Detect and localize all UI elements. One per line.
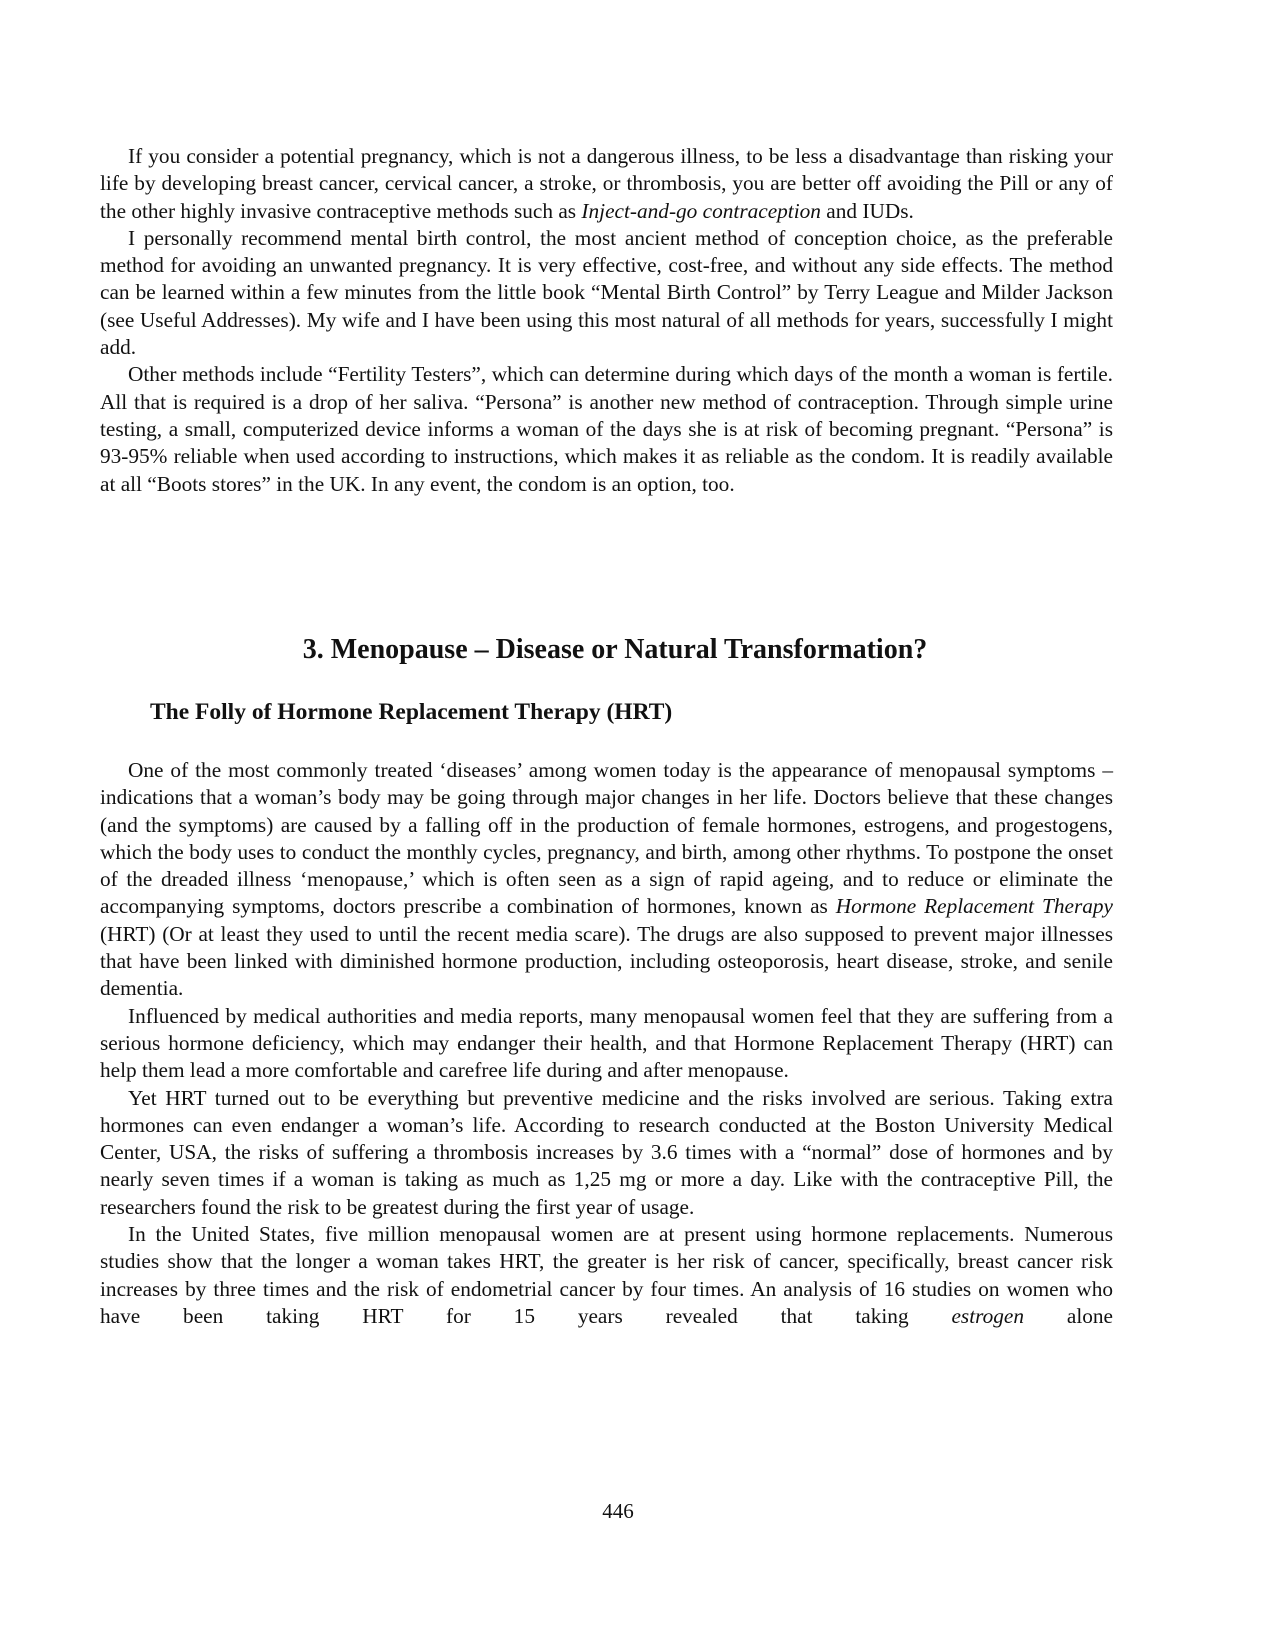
paragraph [100, 1003, 1113, 1085]
italic-text: estrogen [951, 1303, 1025, 1328]
page-number: 446 [602, 1499, 634, 1523]
italic-text: Inject-and-go contraception [581, 198, 821, 223]
paragraph [100, 225, 1113, 361]
text-run: In the United States, five million menopausal women are at present using hormone replacements. Numerous studies show that the longer a woman takes HRT, the greater is her risk of cancer, specifically, breast cancer risk increases by three times and the risk of endometrial cancer by four times. An analysis of 16 studies on women who have been taking HRT for 15 years revealed that taking [100, 1222, 1113, 1328]
top-text-block [100, 143, 1113, 498]
paragraph [100, 361, 1113, 497]
text-run: Influenced by medical authorities and media reports, many menopausal women feel that they are suffering from a serious hormone deficiency, which may endanger their health, and that Hormone Replacement Therapy (HRT) can help them lead a more comfortable and carefree life during and after menopause. [100, 1003, 1113, 1083]
paragraph [100, 757, 1113, 1003]
paragraph [100, 1221, 1113, 1330]
main-text-block [100, 757, 1113, 1330]
text-run: Other methods include “Fertility Testers”, which can determine during which days of the month a woman is fertile. All that is required is a drop of her saliva. “Persona” is another new method of contraception. Through simple urine testing, a small, computerized device informs a woman of the days she is at risk of becoming pregnant. “Persona” is 93-95% reliable when used according to instructions, which makes it as reliable as the condom. It is readily available at all “Boots stores” in the UK. In any event, the condom is an option, too. [100, 362, 1113, 496]
italic-text: Hormone Replacement Therapy [835, 894, 1113, 919]
text-run: and IUDs. [820, 198, 914, 223]
section-title: The Folly of Hormone Replacement Therapy (HRT) [150, 699, 673, 725]
text-run: (HRT) (Or at least they used to until the recent media scare). The drugs are also supposed to prevent major illnesses that have been linked with diminished hormone production, including osteoporosis, heart disease, stroke, and senile dementia. [100, 921, 1113, 1001]
text-run: alone [1024, 1303, 1113, 1328]
text-run: If you consider a potential pregnancy, which is not a dangerous illness, to be less a disadvantage than risking your life by developing breast cancer, cervical cancer, a stroke, or thrombosis, you are better off avoiding the Pill or any of the other highly invasive contraceptive methods such as [100, 144, 1113, 223]
text-run: I personally recommend mental birth control, the most ancient method of conception choice, as the preferable method for avoiding an unwanted pregnancy. It is very effective, cost-free, and without any side effects. The method can be learned within a few minutes from the little book “Mental Birth Control” by Terry League and Milder Jackson (see Useful Addresses). My wife and I have been using this most natural of all methods for years, successfully I might add. [100, 225, 1113, 360]
text-run: One of the most commonly treated ‘diseases’ among women today is the appearance of menopausal symptoms – indications that a woman’s body may be going through major changes in her life. Doctors believe that these changes (and the symptoms) are caused by a falling off in the production of female hormones, estrogens, and progestogens, which the body uses to conduct the monthly cycles, pregnancy, and birth, among other rhythms. To postpone the onset of the dreaded illness ‘menopause,’ which is often seen as a sign of rapid ageing, and to reduce or eliminate the accompanying symptoms, doctors prescribe a combination of hormones, known as [100, 758, 1113, 919]
paragraph [100, 143, 1113, 225]
text-run: Yet HRT turned out to be everything but preventive medicine and the risks involved are serious. Taking extra hormones can even endanger a woman’s life. According to research conducted at the Boston University Medical Center, USA, the risks of suffering a thrombosis increases by 3.6 times with a “normal” dose of hormones and by nearly seven times if a woman is taking as much as 1,25 mg or more a day. Like with the contraceptive Pill, the researchers found the risk to be greatest during the first year of usage. [100, 1085, 1113, 1219]
chapter-title: 3. Menopause – Disease or Natural Transformation? [302, 634, 928, 665]
paragraph [100, 1085, 1113, 1221]
